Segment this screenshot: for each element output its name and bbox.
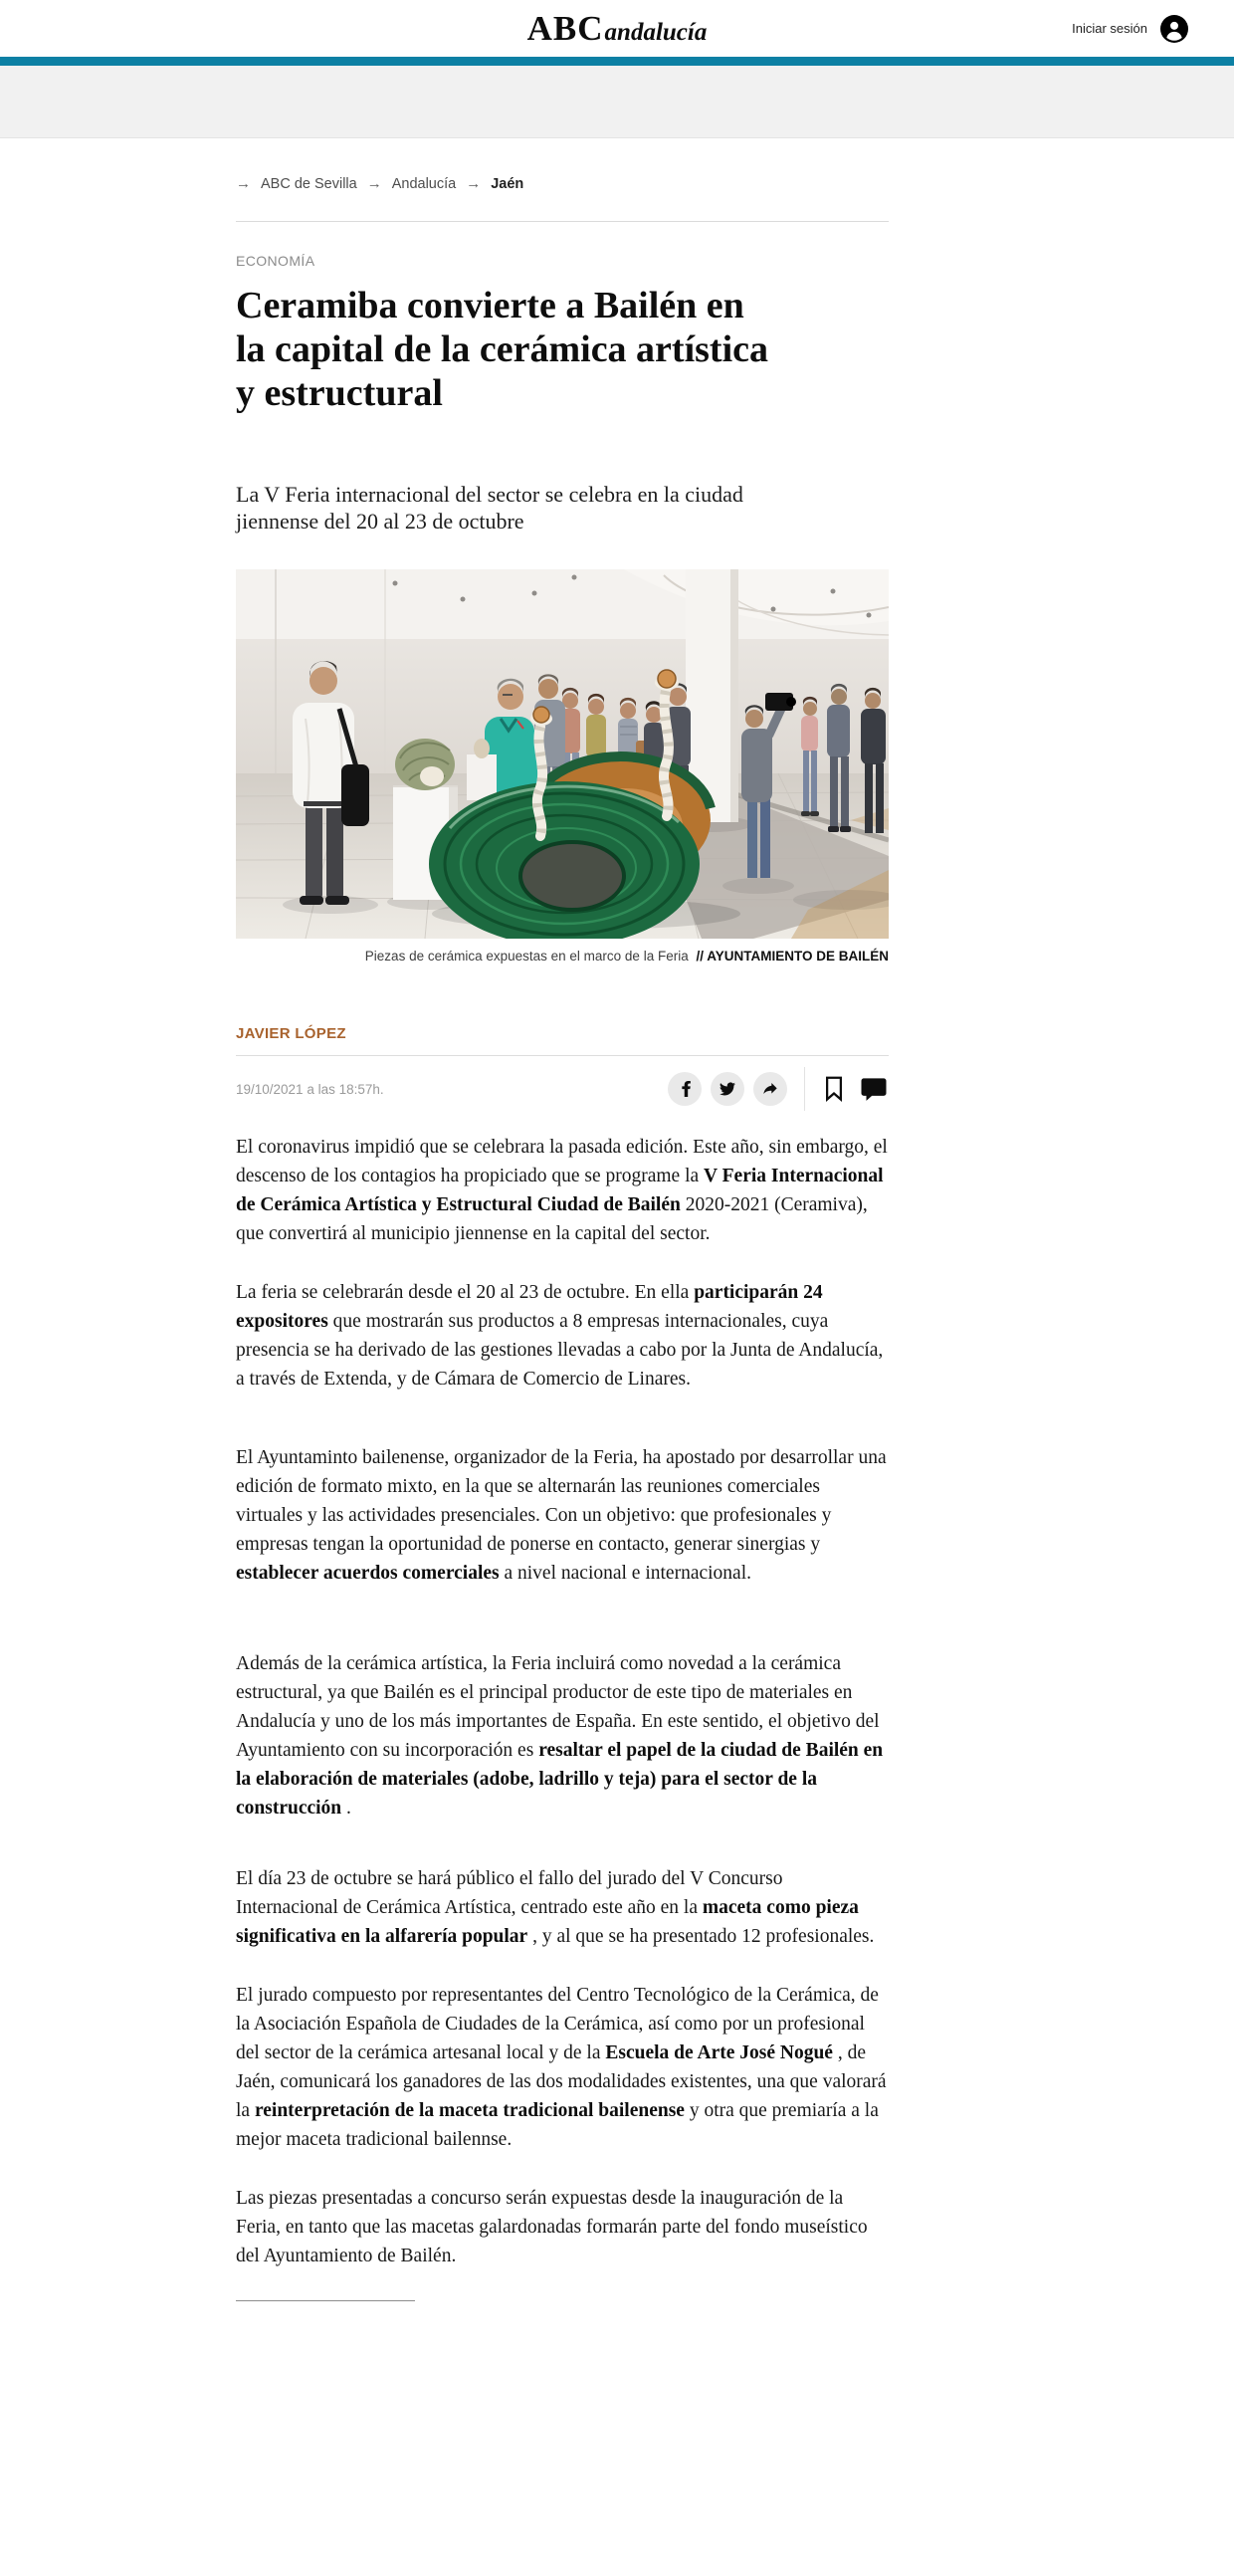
article-column (236, 175, 889, 2301)
meta-row (236, 1055, 889, 1111)
site-header (0, 0, 1234, 57)
paragraph: Además de la cerámica artística, la Feria incluirá como novedad a la cerámica estructural, ya que Bailén es el principal productor de este tipo de materiales en Andalucía y uno de los más importantes de España. En este sentido, el objetivo del Ayuntamiento con su incorporación es resaltar el papel de la ciudad de Bailén en la elaboración de materiales (adobe, ladrillo y teja) para el sector de la construcción . (236, 1653, 884, 1819)
author-link[interactable]: JAVIER LÓPEZ (236, 1025, 346, 1042)
logo-andalucia-text: andalucía (604, 19, 708, 46)
comments-button[interactable] (859, 1074, 889, 1104)
photo-caption (236, 948, 889, 966)
gallery-scene-illustration (236, 569, 889, 939)
paragraph: El coronavirus impidió que se celebrara la pasada edición. Este año, sin embargo, el descenso de los contagios ha propiciado que se programe la V Feria Internacional de Cerámica Artística y Estructural Ciudad de Bailén 2020-2021 (Ceramiva), que convertirá al municipio jiennense en la capital del sector. (236, 1137, 888, 1244)
accent-divider-bar (0, 57, 1234, 66)
login-label: Iniciar sesión (1072, 21, 1147, 36)
breadcrumb-divider (236, 221, 889, 222)
user-account-icon (1160, 15, 1188, 43)
share-arrow-icon (762, 1081, 778, 1097)
share-toolbar (659, 1067, 889, 1111)
photo-credit: // AYUNTAMIENTO DE BAILÉN (696, 949, 889, 964)
breadcrumb-andalucia[interactable]: Andalucía (391, 175, 457, 192)
breadcrumb-jaen[interactable]: Jaén (491, 175, 524, 192)
article-end-divider (236, 2300, 415, 2301)
paragraph: Las piezas presentadas a concurso serán expuestas desde la inauguración de la Feria, en tanto que las macetas galardonadas formarán parte del fondo museístico del Ayuntamiento de Bailén. (236, 2188, 868, 2266)
publish-date: 19/10/2021 a las 18:57h. (236, 1081, 384, 1097)
paragraph: El día 23 de octubre se hará público el fallo del jurado del V Concurso Internacional de Cerámica Artística, centrado este año en la maceta como pieza significativa en la alfarería popular , y al que se ha presentado 12 profesionales. (236, 1868, 875, 1947)
share-button[interactable] (753, 1072, 787, 1106)
login-button[interactable] (1072, 0, 1188, 57)
paragraph: El jurado compuesto por representantes del Centro Tecnológico de la Cerámica, de la Asociación Española de Ciudades de la Cerámica, así como por un profesional del sector de la cerámica artesanal local y de la Escuela de Arte José Nogué , de Jaén, comunicará los ganadores de las dos modalidades existentes, una que valorará la reinterpretación de la maceta tradicional bailenense y otra que premiaría a la mejor maceta tradicional bailennse. (236, 1985, 887, 2150)
twitter-icon (720, 1081, 735, 1097)
article-title: Ceramiba convierte a Bailén en la capital de la cerámica artística y estructural (236, 285, 769, 414)
comments-icon (859, 1074, 889, 1104)
toolbar-divider (804, 1067, 805, 1111)
article-body (236, 1133, 889, 2270)
logo-abc-text: ABC (526, 9, 604, 48)
facebook-share-button[interactable] (668, 1072, 702, 1106)
paragraph: El Ayuntaminto bailenense, organizador de la Feria, ha apostado por desarrollar una edición de formato mixto, en la que se alternarán las reuniones comerciales virtuales y las actividades presenciales. Con un objetivo: que profesionales y empresas tengan la oportunidad de ponerse en contacto, generar sinergias y establecer acuerdos comerciales a nivel nacional e internacional. (236, 1447, 887, 1584)
article-subtitle: La V Feria internacional del sector se celebra en la ciudad jiennense del 20 al 23 de octubre (236, 482, 743, 534)
facebook-icon (677, 1081, 693, 1097)
breadcrumb (236, 175, 889, 192)
subheader-band (0, 66, 1234, 138)
breadcrumb-arrow-icon: → (236, 175, 251, 192)
article-photo (236, 569, 889, 939)
byline-block (236, 1025, 889, 1111)
bookmark-button[interactable] (819, 1074, 849, 1104)
breadcrumb-arrow-icon: → (466, 175, 482, 192)
bookmark-icon (819, 1074, 849, 1104)
photo-caption-text: Piezas de cerámica expuestas en el marco de la Feria (364, 949, 689, 964)
breadcrumb-arrow-icon: → (366, 175, 382, 192)
abc-andalucia-logo[interactable] (527, 11, 708, 46)
paragraph: La feria se celebrarán desde el 20 al 23 de octubre. En ella participarán 24 expositores que mostrarán sus productos a 8 empresas internacionales, cuya presencia se ha derivado de las gestiones llevadas a cabo por la Junta de Andalucía, a través de Extenda, y de Cámara de Comercio de Linares. (236, 1282, 884, 1390)
twitter-share-button[interactable] (711, 1072, 744, 1106)
breadcrumb-abc-de-sevilla[interactable]: ABC de Sevilla (261, 175, 357, 192)
section-link-economia[interactable]: ECONOMÍA (236, 253, 315, 269)
